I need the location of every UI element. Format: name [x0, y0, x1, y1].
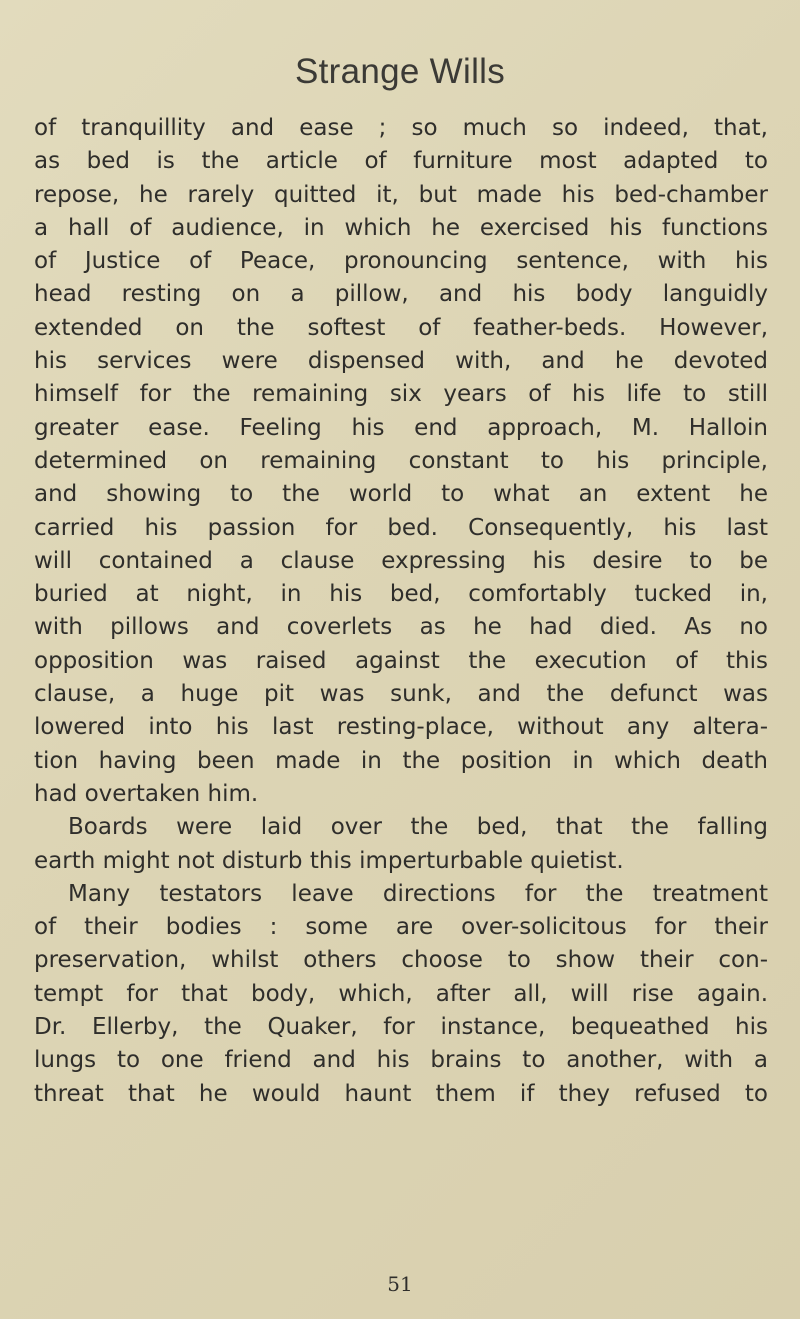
text-line: with pillows and coverlets as he had died. As no	[34, 614, 768, 641]
text-line: as bed is the article of furniture most adapted to	[34, 148, 768, 175]
text-line: tempt for that body, which, after all, will rise again.	[34, 980, 768, 1007]
text-line: lungs to one friend and his brains to another, with a	[34, 1047, 768, 1074]
page-number: 51	[387, 1272, 413, 1296]
body-text	[34, 112, 768, 1111]
text-line: tion having been made in the position in which death	[34, 747, 768, 774]
text-line: himself for the remaining six years of his life to still	[34, 381, 768, 408]
text-line-paragraph-start: Boards were laid over the bed, that the falling	[68, 814, 768, 841]
text-line: Dr. Ellerby, the Quaker, for instance, bequeathed his	[34, 1014, 768, 1041]
text-line: clause, a huge pit was sunk, and the defunct was	[34, 681, 768, 708]
text-line: a hall of audience, in which he exercised his functions	[34, 214, 768, 241]
text-line: greater ease. Feeling his end approach, M. Halloin	[34, 414, 768, 441]
text-line: threat that he would haunt them if they refused to	[34, 1080, 768, 1107]
text-line: opposition was raised against the execution of this	[34, 647, 768, 674]
text-line: lowered into his last resting-place, without any altera-	[34, 714, 768, 741]
text-line: determined on remaining constant to his principle,	[34, 447, 768, 474]
text-line: of their bodies : some are over-solicitous for their	[34, 914, 768, 941]
text-line: of Justice of Peace, pronouncing sentence, with his	[34, 248, 768, 275]
text-line-paragraph-end: earth might not disturb this imperturbable quietist.	[34, 847, 624, 874]
text-line: head resting on a pillow, and his body languidly	[34, 281, 768, 308]
text-line: preservation, whilst others choose to show their con-	[34, 947, 768, 974]
text-line: his services were dispensed with, and he devoted	[34, 348, 768, 375]
text-line: will contained a clause expressing his desire to be	[34, 547, 768, 574]
text-line-paragraph-end: had overtaken him.	[34, 780, 259, 807]
text-line: buried at night, in his bed, comfortably tucked in,	[34, 581, 768, 608]
text-line: and showing to the world to what an extent he	[34, 481, 768, 508]
running-title: Strange Wills	[294, 52, 506, 91]
text-line: carried his passion for bed. Consequently, his last	[34, 514, 768, 541]
text-line-paragraph-start: Many testators leave directions for the treatment	[68, 880, 768, 907]
text-line: repose, he rarely quitted it, but made his bed-chamber	[34, 181, 768, 208]
text-line: extended on the softest of feather-beds. However,	[34, 314, 768, 341]
text-line: of tranquillity and ease ; so much so indeed, that,	[34, 115, 768, 141]
